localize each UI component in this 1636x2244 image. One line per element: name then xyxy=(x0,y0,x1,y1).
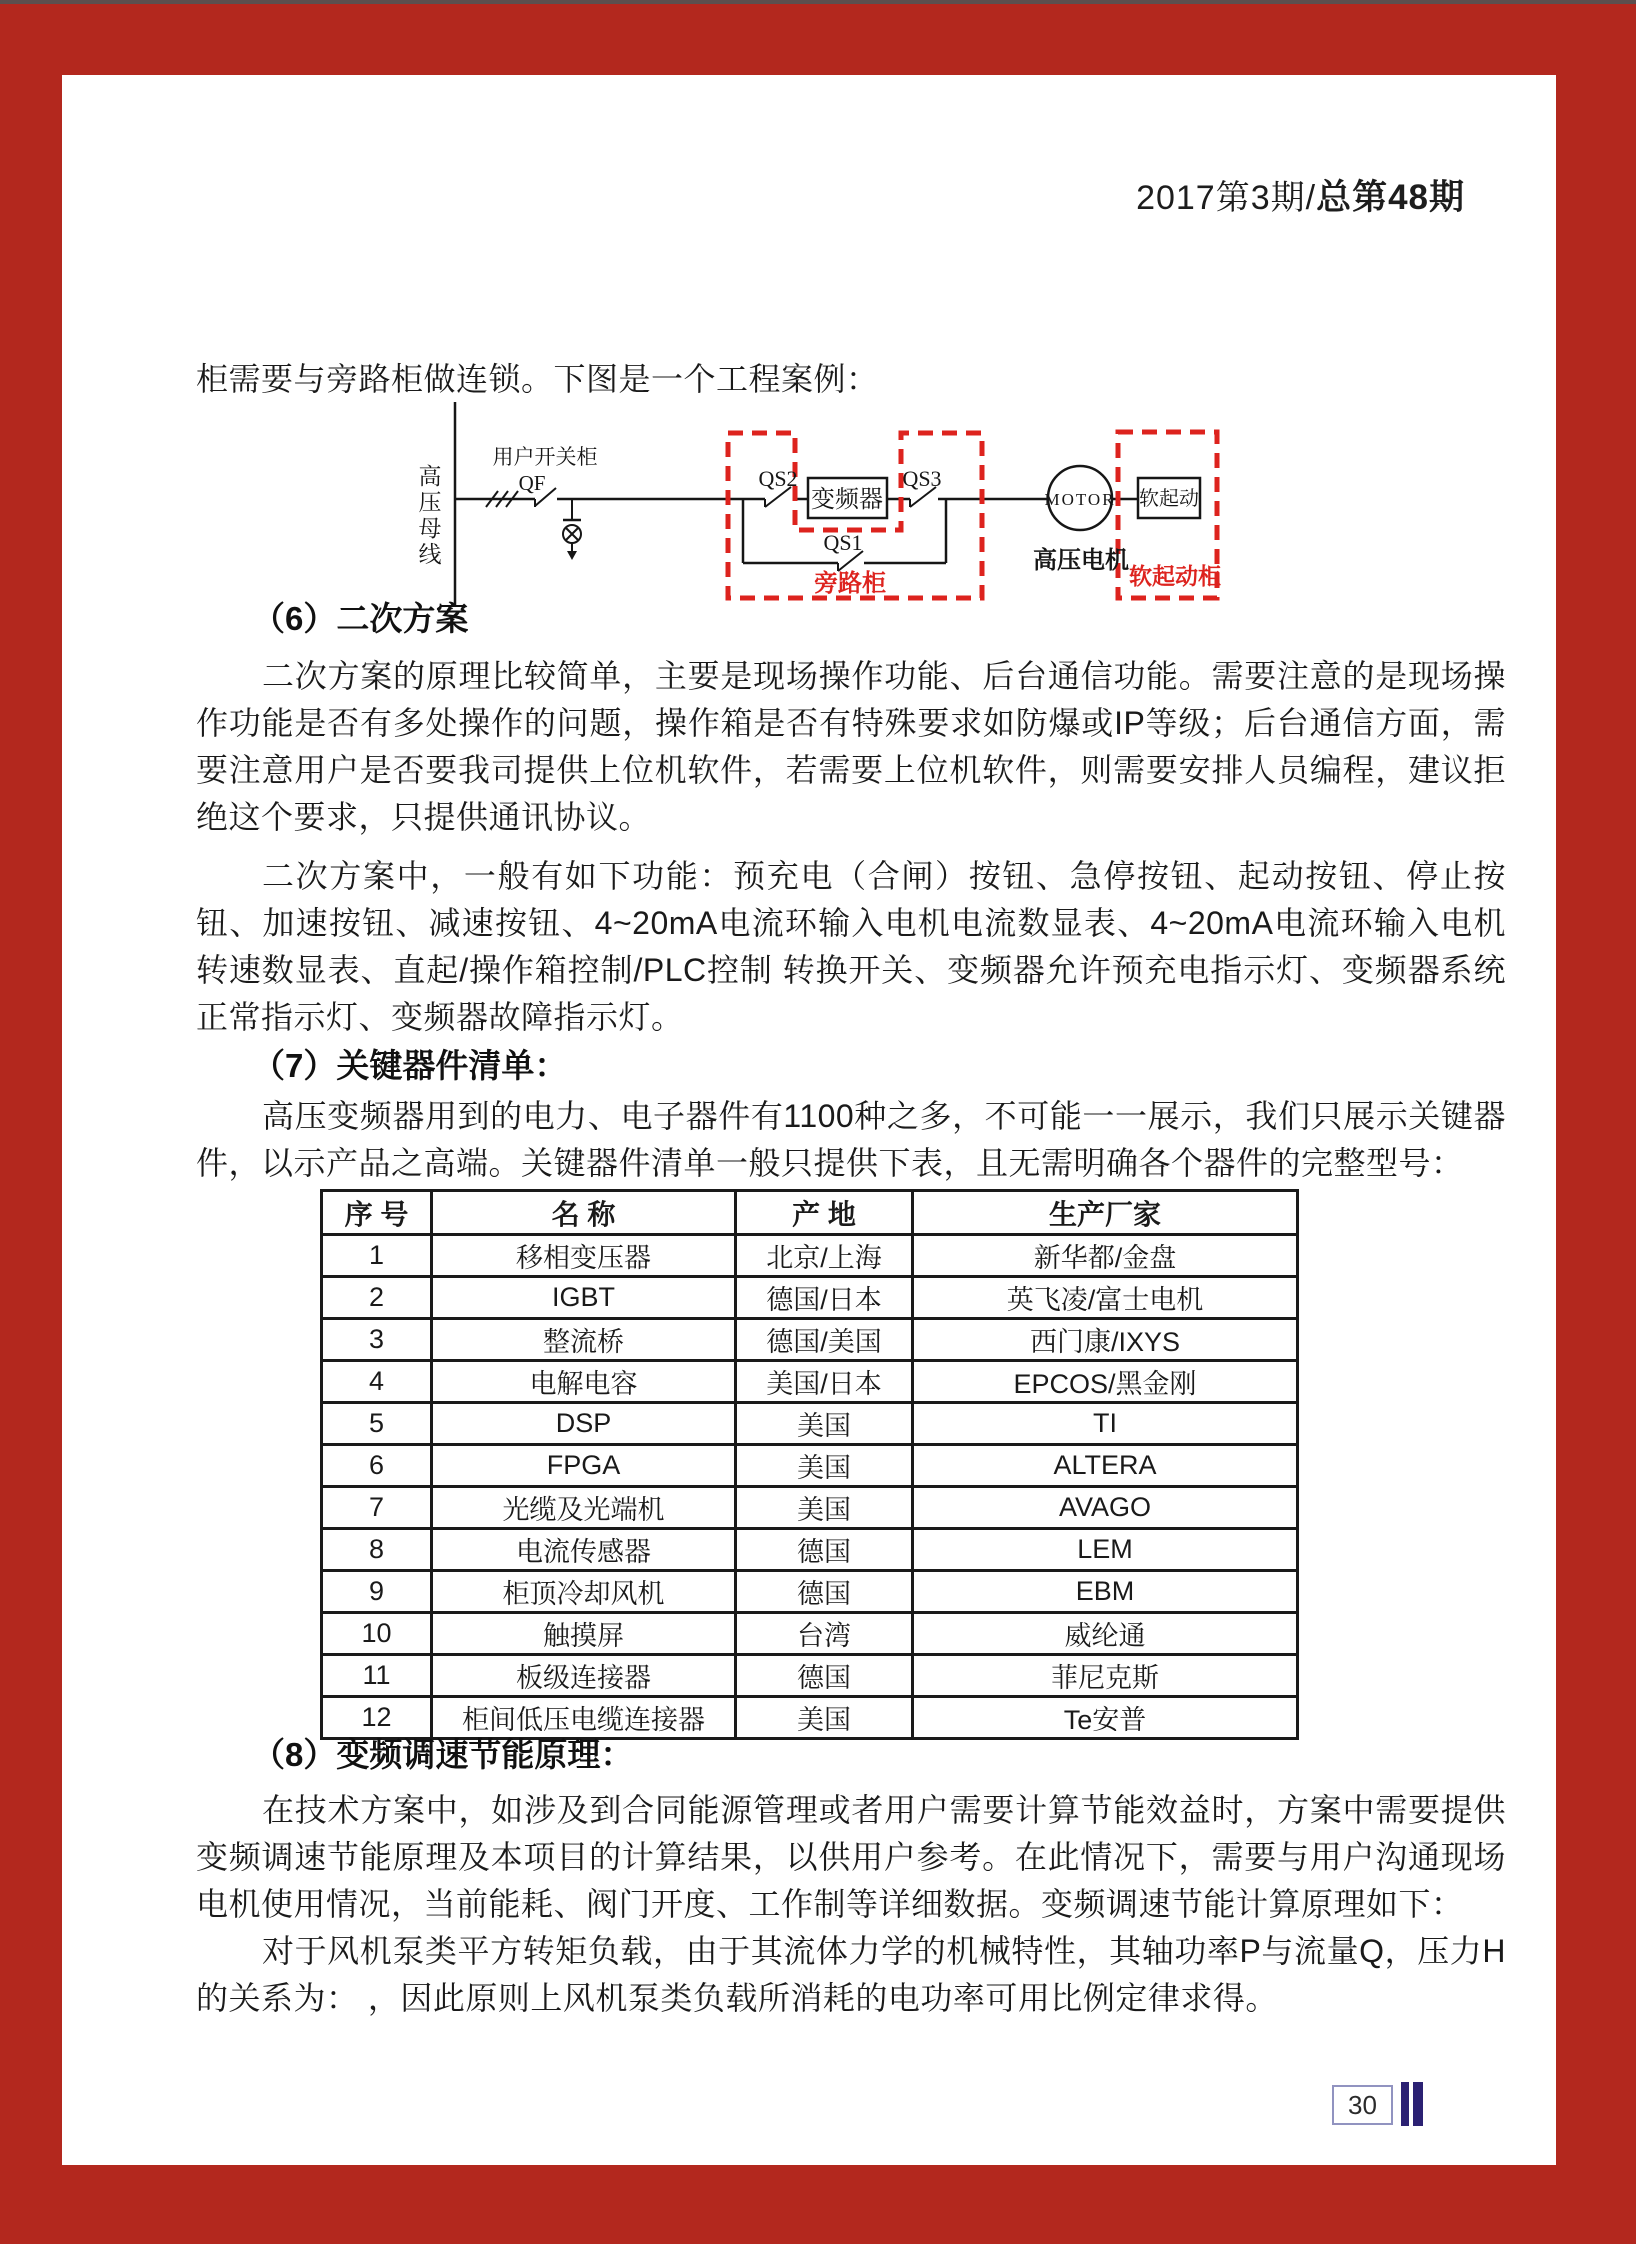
pt-arrester-symbol xyxy=(563,499,581,560)
table-cell: 光缆及光端机 xyxy=(432,1487,736,1529)
soft-starter-label: 软起动 xyxy=(1139,488,1199,510)
table-row xyxy=(322,1613,1298,1655)
section-8-heading xyxy=(252,1735,633,1775)
section-6-title: 二次方案 xyxy=(336,600,469,637)
table-cell: 7 xyxy=(322,1487,432,1529)
svg-text:母: 母 xyxy=(418,516,442,541)
table-row xyxy=(322,1361,1298,1403)
user-switch-cabinet-label: 用户开关柜 xyxy=(492,445,598,469)
section-7-title: 关键器件清单： xyxy=(336,1047,568,1084)
section-8-number: （8） xyxy=(252,1736,337,1773)
table-cell: 美国 xyxy=(736,1403,913,1445)
table-cell: IGBT xyxy=(432,1277,736,1319)
page-number: 30 xyxy=(1348,2089,1377,2120)
qf-label: QF xyxy=(518,471,546,495)
table-cell: LEM xyxy=(913,1529,1298,1571)
table-row xyxy=(322,1571,1298,1613)
table-cell: EBM xyxy=(913,1571,1298,1613)
section-6-paragraph-1: 二次方案的原理比较简单，主要是现场操作功能、后台通信功能。需要注意的是现场操作功能是否有多处操作的问题，操作箱是否有特殊要求如防爆或IP等级；后台通信方面，需要注意用户是否要我司提供上位机软件，若需要上位机软件，则需要安排人员编程，建议拒绝这个要求，只提供通讯协议。 xyxy=(196,658,1506,835)
table-cell: 美国 xyxy=(736,1445,913,1487)
table-cell: 德国 xyxy=(736,1571,913,1613)
bypass-cabinet-label: 旁路柜 xyxy=(814,571,886,597)
table-row xyxy=(322,1655,1298,1697)
inverter-label: 变频器 xyxy=(811,487,883,513)
breaker-symbol xyxy=(486,491,518,507)
table-cell: 德国/日本 xyxy=(736,1277,913,1319)
table-cell: 板级连接器 xyxy=(432,1655,736,1697)
table-cell: 美国 xyxy=(736,1697,913,1739)
page-sheet xyxy=(62,75,1556,2165)
section-7-paragraph: 高压变频器用到的电力、电子器件有1100种之多，不可能一一展示，我们只展示关键器件，以示产品之高端。关键器件清单一般只提供下表，且无需明确各个器件的完整型号： xyxy=(196,1098,1506,1181)
table-row xyxy=(322,1529,1298,1571)
issue-text-bold: 总第48期 xyxy=(1316,178,1465,217)
page-number-box xyxy=(1332,2085,1393,2125)
table-cell: 英飞凌/富士电机 xyxy=(913,1277,1298,1319)
motor-label: MOTOR xyxy=(1044,490,1116,509)
table-row xyxy=(322,1445,1298,1487)
soft-starter-cabinet-label: 软起动柜 xyxy=(1129,564,1221,589)
table-header-cell: 生产厂家 xyxy=(913,1191,1298,1235)
qs2-label: QS2 xyxy=(758,466,798,491)
single-line-diagram xyxy=(62,400,1556,612)
issue-text: 2017第3期/ xyxy=(1136,179,1317,217)
table-cell: 菲尼克斯 xyxy=(913,1655,1298,1697)
table-cell: 4 xyxy=(322,1361,432,1403)
table-cell: 德国 xyxy=(736,1529,913,1571)
table-cell: 8 xyxy=(322,1529,432,1571)
table-cell: 整流桥 xyxy=(432,1319,736,1361)
table-cell: AVAGO xyxy=(913,1487,1298,1529)
table-row xyxy=(322,1319,1298,1361)
table-row xyxy=(322,1403,1298,1445)
section-6-paragraph-2: 二次方案中，一般有如下功能：预充电（合闸）按钮、急停按钮、起动按钮、停止按钮、加速按钮、减速按钮、4~20mA电流环输入电机电流数显表、4~20mA电流环输入电机转速数显表、直起/操作箱控制/PLC控制 转换开关、变频器允许预充电指示灯、变频器系统正常指示灯、变频器故障指示灯。 xyxy=(196,858,1506,1035)
table-cell: 9 xyxy=(322,1571,432,1613)
footer-accent-bar-thin xyxy=(1401,2082,1409,2126)
svg-text:高: 高 xyxy=(418,464,442,489)
table-cell: EPCOS/黑金刚 xyxy=(913,1361,1298,1403)
table-cell: 6 xyxy=(322,1445,432,1487)
section-8-paragraph-2: 对于风机泵类平方转矩负载，由于其流体力学的机械特性，其轴功率P与流量Q，压力H的关系为： ，因此原则上风机泵类负载所消耗的电功率可用比例定律求得。 xyxy=(196,1933,1506,2016)
qs3-label: QS3 xyxy=(902,466,942,491)
table-header-cell: 序 号 xyxy=(322,1191,432,1235)
table-cell: 美国/日本 xyxy=(736,1361,913,1403)
table-cell: 电解电容 xyxy=(432,1361,736,1403)
table-row xyxy=(322,1235,1298,1277)
hv-bus-label xyxy=(419,464,442,567)
hv-motor-label: 高压电机 xyxy=(1033,548,1129,574)
table-cell: 11 xyxy=(322,1655,432,1697)
footer-accent-bar-thick xyxy=(1413,2082,1423,2126)
table-cell: FPGA xyxy=(432,1445,736,1487)
intro-line: 柜需要与旁路柜做连锁。下图是一个工程案例： xyxy=(196,361,879,397)
table-cell: DSP xyxy=(432,1403,736,1445)
qs1-label: QS1 xyxy=(823,530,863,555)
page-top-edge xyxy=(0,0,1636,4)
table-cell: 柜间低压电缆连接器 xyxy=(432,1697,736,1739)
section-8-title: 变频调速节能原理： xyxy=(336,1736,634,1773)
svg-text:线: 线 xyxy=(418,542,442,567)
table-cell: 触摸屏 xyxy=(432,1613,736,1655)
table-cell: 台湾 xyxy=(736,1613,913,1655)
key-components-table xyxy=(320,1189,1299,1740)
table-cell: 12 xyxy=(322,1697,432,1739)
section-6-heading xyxy=(252,599,468,639)
table-cell: 美国 xyxy=(736,1487,913,1529)
table-cell: 北京/上海 xyxy=(736,1235,913,1277)
section-8-paragraph-1: 在技术方案中，如涉及到合同能源管理或者用户需要计算节能效益时，方案中需要提供变频调速节能原理及本项目的计算结果，以供用户参考。在此情况下，需要与用户沟通现场电机使用情况，当前能耗、阀门开度、工作制等详细数据。变频调速节能计算原理如下： xyxy=(196,1792,1506,1922)
table-cell: 3 xyxy=(322,1319,432,1361)
table-cell: TI xyxy=(913,1403,1298,1445)
table-header-cell: 名 称 xyxy=(432,1191,736,1235)
table-cell: 1 xyxy=(322,1235,432,1277)
table-cell: 5 xyxy=(322,1403,432,1445)
section-7-number: （7） xyxy=(252,1047,337,1084)
table-cell: 柜顶冷却风机 xyxy=(432,1571,736,1613)
table-cell: 电流传感器 xyxy=(432,1529,736,1571)
table-cell: 德国 xyxy=(736,1655,913,1697)
table-row xyxy=(322,1277,1298,1319)
journal-issue-header xyxy=(1136,170,1465,220)
table-row xyxy=(322,1487,1298,1529)
table-cell: 新华都/金盘 xyxy=(913,1235,1298,1277)
table-header-row xyxy=(322,1191,1298,1235)
table-cell: 西门康/IXYS xyxy=(913,1319,1298,1361)
section-7-heading xyxy=(252,1046,567,1086)
table-header-cell: 产 地 xyxy=(736,1191,913,1235)
section-6-number: （6） xyxy=(252,600,337,637)
svg-text:压: 压 xyxy=(418,490,442,515)
table-cell: Te安普 xyxy=(913,1697,1298,1739)
table-cell: 威纶通 xyxy=(913,1613,1298,1655)
table-row xyxy=(322,1697,1298,1739)
table-cell: 10 xyxy=(322,1613,432,1655)
table-cell: ALTERA xyxy=(913,1445,1298,1487)
table-cell: 移相变压器 xyxy=(432,1235,736,1277)
table-cell: 德国/美国 xyxy=(736,1319,913,1361)
table-cell: 2 xyxy=(322,1277,432,1319)
